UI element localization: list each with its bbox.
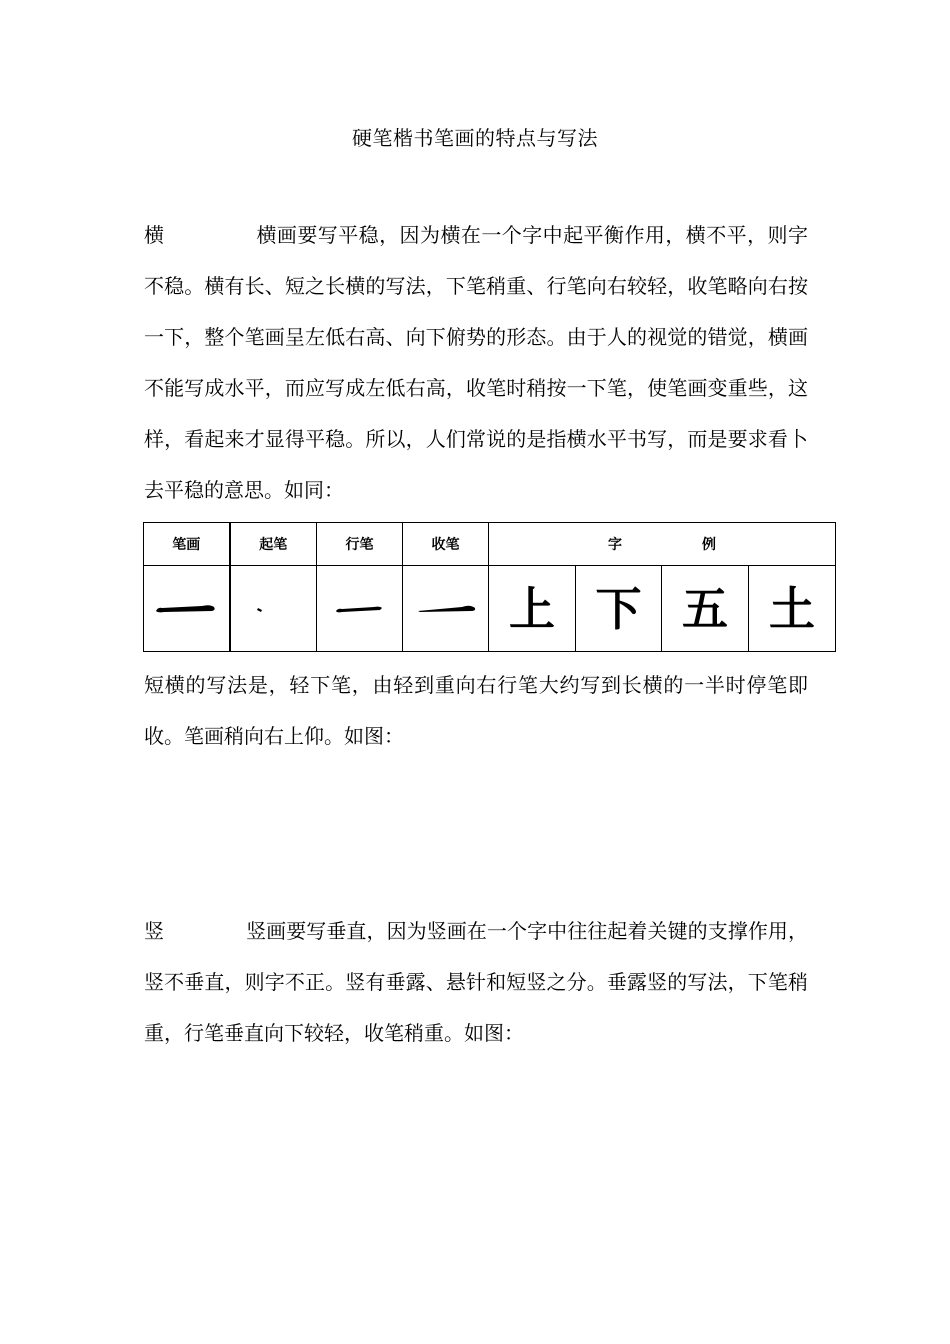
- example-char: 五: [662, 566, 749, 652]
- section-heading: 竖: [144, 919, 164, 943]
- start-dot-icon: [230, 566, 317, 652]
- section-text: 竖画要写垂直，因为竖画在一个字中往往起着关键的支撑作用，竖不垂直，则字不正。竖有垂露、悬针和短竖之分。垂露竖的写法，下笔稍重，行笔垂直向下较轻，收笔稍重。如图：: [144, 919, 808, 1045]
- section-heng: [144, 210, 808, 516]
- example-char: 土: [749, 566, 836, 652]
- header-end: 收笔: [403, 523, 489, 566]
- header-example-char2: 例: [702, 537, 716, 554]
- example-char: 上: [489, 566, 576, 652]
- header-start: 起笔: [230, 523, 317, 566]
- header-middle: 行笔: [317, 523, 403, 566]
- section-text: 短横的写法是，轻下笔，由轻到重向右行笔大约写到长横的一半时停笔即收。笔画稍向右上仰。如图：: [144, 673, 808, 748]
- horizontal-stroke-icon: [144, 566, 230, 652]
- section-shu: [144, 906, 808, 1059]
- header-examples: [489, 523, 836, 566]
- middle-stroke-icon: [317, 566, 403, 652]
- section-short-heng: [144, 660, 808, 762]
- end-stroke-icon: [403, 566, 489, 652]
- header-example-char1: 字: [608, 537, 622, 554]
- stroke-table: [143, 522, 836, 652]
- example-char: 下: [576, 566, 662, 652]
- section-heading: 横: [144, 223, 164, 247]
- header-stroke: 笔画: [144, 523, 230, 566]
- section-text: 横画要写平稳，因为横在一个字中起平衡作用，横不平，则字不稳。横有长、短之长横的写法，下笔稍重、行笔向右较轻，收笔略向右按一下，整个笔画呈左低右高、向下俯势的形态。由于人的视觉的错觉，横画不能写成水平，而应写成左低右高，收笔时稍按一下笔，使笔画变重些，这样，看起来才显得平稳。所以，人们常说的是指横水平书写，而是要求看卜去平稳的意思。如同：: [144, 223, 808, 502]
- page-title: 硬笔楷书笔画的特点与写法: [352, 126, 598, 150]
